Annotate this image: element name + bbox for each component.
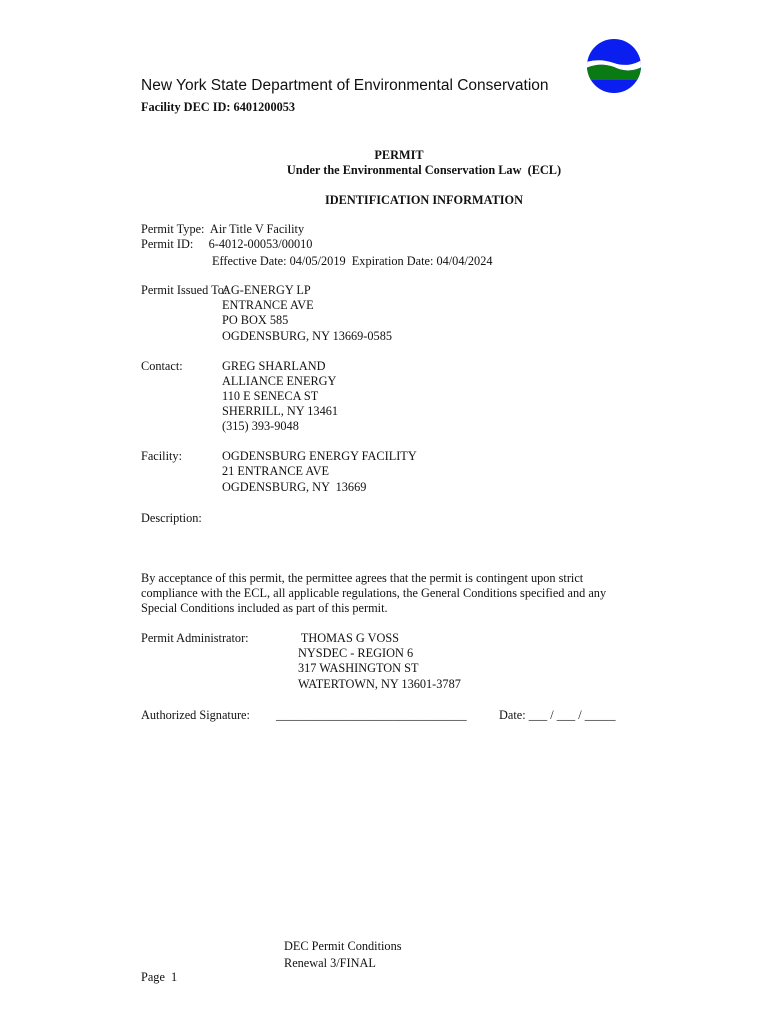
page-number: Page 1 <box>141 970 178 984</box>
dec-logo-icon <box>586 38 642 94</box>
agency-name: New York State Department of Environmental Conservation <box>141 77 549 94</box>
acceptance-text: compliance with the ECL, all applicable regulations, the General Conditions specified and any <box>141 586 607 600</box>
administrator-line: THOMAS G VOSS <box>298 631 400 645</box>
permit-dates: Effective Date: 04/05/2019 Expiration Date: 04/04/2024 <box>212 254 493 268</box>
facility-line: OGDENSBURG ENERGY FACILITY <box>222 449 417 463</box>
contact-line: 110 E SENECA ST <box>222 389 319 403</box>
contact-line: ALLIANCE ENERGY <box>222 374 337 388</box>
administrator-line: 317 WASHINGTON ST <box>298 661 419 675</box>
issued-to-line: ENTRANCE AVE <box>222 298 314 312</box>
administrator-label: Permit Administrator: <box>141 631 249 645</box>
permit-id: Permit ID: 6-4012-00053/00010 <box>141 237 313 251</box>
issued-to-line: OGDENSBURG, NY 13669-0585 <box>222 329 392 343</box>
permit-subheading: Under the Environmental Conservation Law (ECL) <box>286 163 562 177</box>
permit-heading: PERMIT <box>374 148 424 162</box>
administrator-line: WATERTOWN, NY 13601-3787 <box>298 677 461 691</box>
facility-line: 21 ENTRANCE AVE <box>222 464 330 478</box>
contact-line: SHERRILL, NY 13461 <box>222 404 339 418</box>
acceptance-text: Special Conditions included as part of this permit. <box>141 601 388 615</box>
footer-conditions: DEC Permit Conditions <box>284 939 402 953</box>
permit-type: Permit Type: Air Title V Facility <box>141 222 305 236</box>
contact-line: (315) 393-9048 <box>222 419 299 433</box>
facility-dec-id: Facility DEC ID: 6401200053 <box>141 100 296 114</box>
signature-line: _______________________________ <box>276 708 467 722</box>
contact-label: Contact: <box>141 359 183 373</box>
issued-to-label: Permit Issued To: <box>141 283 228 297</box>
administrator-line: NYSDEC - REGION 6 <box>298 646 414 660</box>
signature-label: Authorized Signature: <box>141 708 250 722</box>
footer-renewal: Renewal 3/FINAL <box>284 956 376 970</box>
facility-label: Facility: <box>141 449 182 463</box>
issued-to-line: AG-ENERGY LP <box>222 283 311 297</box>
signature-date: Date: ___ / ___ / _____ <box>499 708 616 722</box>
facility-line: OGDENSBURG, NY 13669 <box>222 480 367 494</box>
description-label: Description: <box>141 511 202 525</box>
issued-to-line: PO BOX 585 <box>222 313 289 327</box>
contact-line: GREG SHARLAND <box>222 359 326 373</box>
acceptance-text: By acceptance of this permit, the permittee agrees that the permit is contingent upon strict <box>141 571 584 585</box>
section-heading: IDENTIFICATION INFORMATION <box>324 193 524 207</box>
